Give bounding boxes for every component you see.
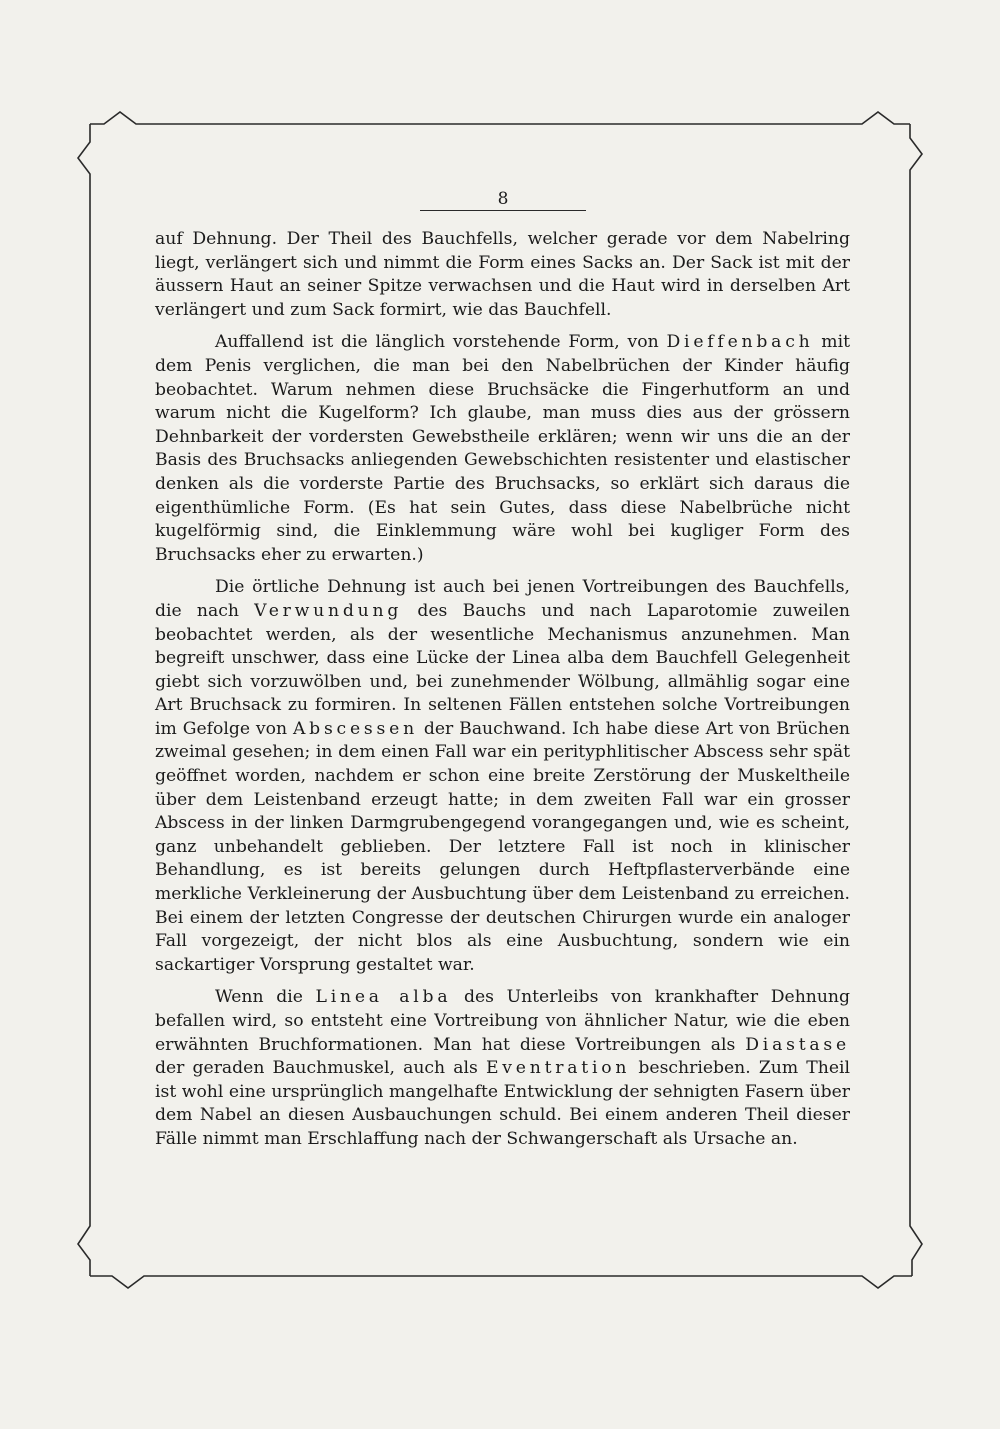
text-run: Die örtliche Dehnung ist auch bei jenen Vortreibungen des Bauchfells, die nach [155, 577, 850, 621]
text-run: mit dem Penis verglichen, die man bei den Nabelbrüchen der Kinder häufig beobachtet. Warum nehmen diese Bruchsäcke die Fingerhutform an und warum nicht die Kugelform? Ich glaube, man muss dies aus der grössern Dehnbarkeit der vordersten Gewebstheile erklären; wenn wir uns die an der Basis des Bruchsacks anliegenden Gewebschichten resistenter und elastischer denken als die vorderste Partie des Bruchsacks, so erklärt sich daraus die eigenthümliche Form. (Es hat sein Gutes, dass diese Nabelbrüche nicht kugelförmig sind, die Einklemmung wäre wohl bei kugliger Form des Bruchsacks eher zu erwarten.) [155, 332, 850, 565]
paragraph [155, 228, 850, 322]
emphasized-term: Eventration [485, 1058, 631, 1079]
page-number: 8 [420, 188, 586, 211]
text-run: beschrieben. Zum Theil ist wohl eine ursprünglich mangelhafte Entwicklung der sehnigten Fasern über dem Nabel an diesen Ausbauchungen schuld. Bei einem anderen Theil dieser Fälle nimmt man Erschlaffung nach der Schwangerschaft als Ursache an. [155, 1058, 851, 1149]
text-run: des Unterleibs von krankhafter Dehnung befallen wird, so entsteht eine Vortreibung von ähnlicher Natur, wie die eben erwähnten Bruchformationen. Man hat diese Vortreibungen als [155, 987, 851, 1055]
paragraph [155, 331, 850, 567]
text-run: Auffallend ist die länglich vorstehende Form, von [215, 332, 667, 353]
emphasized-term: Dieffenbach [666, 332, 814, 353]
paragraph [155, 576, 850, 977]
text-run: der Bauchwand. Ich habe diese Art von Brüchen zweimal gesehen; in dem einen Fall war ein perityphlitischer Abscess sehr spät geöffnet worden, nachdem er schon eine breite Zerstörung der Muskeltheile über dem Leistenband erzeugt hatte; in dem zweiten Fall war ein grosser Abscess in der linken Darmgrubengegend vorangegangen und, wie es scheint, ganz unbehandelt geblieben. Der letztere Fall ist noch in klinischer Behandlung, es ist bereits gelungen durch Heftpflasterverbände eine merkliche Verkleinerung der Ausbuchtung über dem Leistenband zu erreichen. Bei einem der letzten Congresse der deutschen Chirurgen wurde ein analoger Fall vorgezeigt, der nicht blos als eine Ausbuchtung, sondern wie ein sackartiger Vorsprung gestaltet war. [155, 718, 850, 975]
emphasized-term: Diastase [745, 1034, 850, 1055]
emphasized-term: Linea alba [315, 987, 452, 1008]
text-run: auf Dehnung. Der Theil des Bauchfells, welcher gerade vor dem Nabelring liegt, verlängert sich und nimmt die Form eines Sacks an. Der Sack ist mit der äussern Haut an seiner Spitze verwachsen und die Haut wird in derselben Art verlängert und zum Sack formirt, wie das Bauchfell. [155, 229, 850, 320]
text-run: der geraden Bauchmuskel, auch als [155, 1058, 486, 1079]
emphasized-term: Verwundung [254, 600, 403, 621]
text-run: Wenn die [215, 987, 316, 1008]
paragraph [155, 986, 850, 1151]
body-text [155, 228, 850, 1161]
emphasized-term: Abscessen [292, 718, 418, 739]
text-run: des Bauchs und nach Laparotomie zuweilen beobachtet werden, als der wesentliche Mechanismus anzunehmen. Man begreift unschwer, dass eine Lücke der Linea alba dem Bauchfell Gelegenheit giebt sich vorzuwölben und, bei zunehmender Wölbung, allmählig sogar eine Art Bruchsack zu formiren. In seltenen Fällen entstehen solche Vortreibungen im Gefolge von [155, 600, 850, 739]
